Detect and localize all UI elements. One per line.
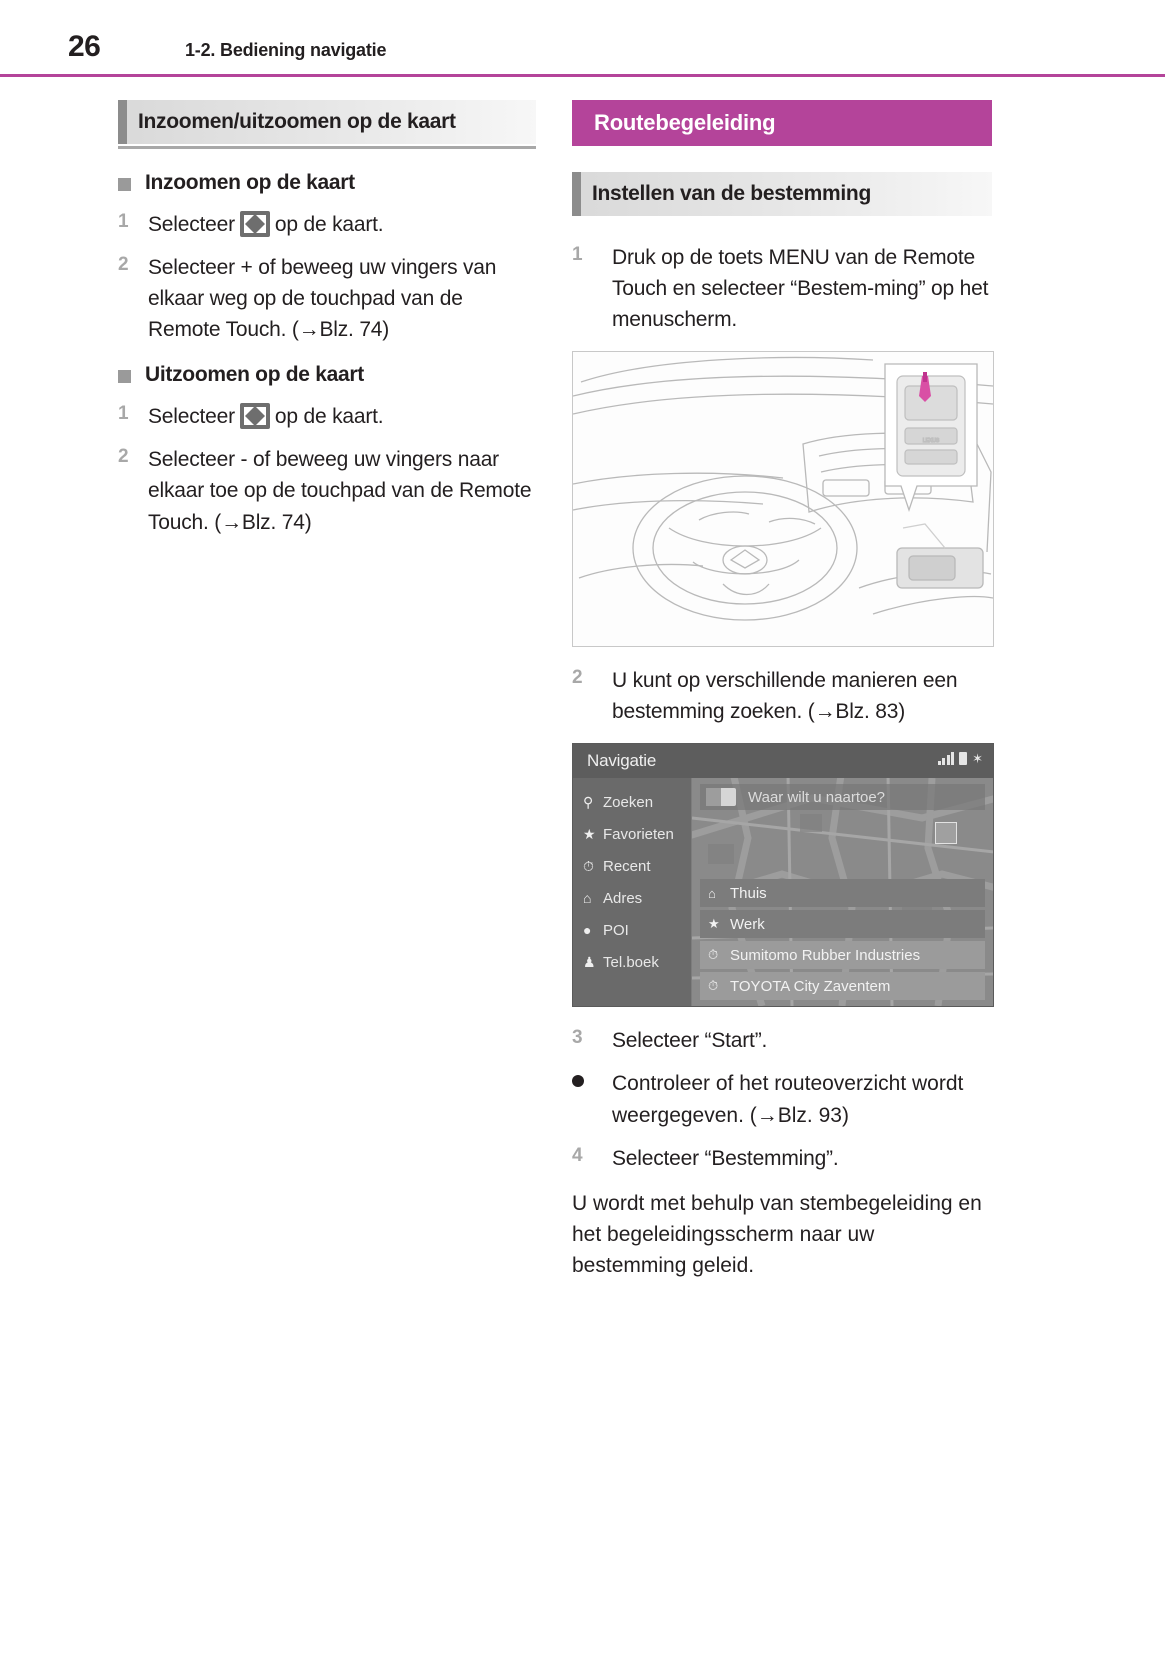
section-title-routebegeleiding: Routebegeleiding bbox=[594, 110, 776, 135]
bluetooth-icon: ✶ bbox=[972, 751, 983, 767]
destination-label: TOYOTA City Zaventem bbox=[730, 977, 891, 995]
nav-menu-label: Tel.boek bbox=[603, 953, 659, 971]
nav-screen-map[interactable] bbox=[692, 778, 993, 1006]
closing-paragraph: U wordt met behulp van stembegeleiding en het begeleidingsscherm naar uw bestemming geleid. bbox=[572, 1191, 982, 1277]
step-text-before: Selecteer bbox=[148, 213, 235, 236]
destination-list bbox=[700, 876, 985, 1000]
nav-screen-title: Navigatie bbox=[587, 751, 657, 771]
home-icon: ⌂ bbox=[708, 885, 716, 901]
step-item bbox=[572, 665, 992, 727]
step-number: 2 bbox=[118, 254, 129, 276]
step-number: 3 bbox=[572, 1027, 583, 1049]
star-icon: ★ bbox=[583, 825, 596, 842]
nav-search-bar[interactable] bbox=[700, 784, 985, 810]
star-icon: ★ bbox=[708, 916, 720, 932]
nav-screen-topbar bbox=[573, 744, 993, 778]
nav-menu-label: Recent bbox=[603, 857, 651, 875]
section-underline bbox=[118, 146, 536, 149]
subheading-label: Inzoomen op de kaart bbox=[145, 171, 355, 194]
step-text: U kunt op verschillende manieren een bestemming zoeken. (→Blz. 83) bbox=[612, 669, 958, 724]
bullet-item bbox=[572, 1068, 992, 1130]
clock-icon: ⏱ bbox=[708, 978, 719, 994]
nav-screen-menu bbox=[573, 778, 692, 1006]
square-bullet-icon bbox=[118, 370, 131, 383]
destination-row-werk[interactable] bbox=[700, 910, 985, 938]
step-number: 1 bbox=[118, 403, 129, 425]
step-text: Druk op de toets MENU van de Remote Touch en selecteer “Bestem-ming” op het menuscherm. bbox=[612, 246, 989, 332]
pin-icon: ● bbox=[583, 922, 592, 939]
step-text: Selecteer - of beweeg uw vingers naar elkaar toe op de touchpad van de Remote Touch. (→Blz. 74) bbox=[148, 448, 532, 534]
step-number: 1 bbox=[118, 211, 129, 232]
step-number: 2 bbox=[572, 667, 583, 689]
destination-label: Werk bbox=[730, 915, 765, 933]
bullet-text: Controleer of het routeoverzicht wordt weergegeven. (→Blz. 93) bbox=[612, 1072, 964, 1127]
nav-menu-item-telboek[interactable] bbox=[573, 946, 691, 978]
battery-icon bbox=[959, 752, 967, 765]
address-icon: ⌂ bbox=[583, 890, 592, 907]
step-item bbox=[572, 1143, 992, 1174]
page-header bbox=[0, 24, 1165, 76]
nav-search-placeholder: Waar wilt u naartoe? bbox=[748, 788, 886, 806]
step-text-before: Selecteer bbox=[148, 405, 235, 429]
step-text: Selecteer + of beweeg uw vingers van elkaar weg op de touchpad van de Remote Touch. (→Blz. 74) bbox=[148, 256, 497, 342]
round-bullet-icon bbox=[572, 1068, 612, 1130]
clock-icon: ⏱ bbox=[583, 857, 594, 874]
section-header-bestemming bbox=[572, 172, 992, 216]
nav-menu-label: Adres bbox=[603, 889, 643, 907]
step-text: Selecteer “Start”. bbox=[612, 1029, 768, 1053]
step-text bbox=[148, 209, 383, 240]
step-text-after: op de kaart. bbox=[274, 405, 384, 429]
nav-menu-item-recent[interactable] bbox=[573, 850, 691, 882]
step-item bbox=[572, 1025, 992, 1056]
nav-menu-label: Zoeken bbox=[603, 793, 654, 811]
right-column bbox=[572, 100, 992, 1281]
navigation-screen-screenshot bbox=[572, 743, 994, 1007]
subheading-inzoomen bbox=[118, 171, 536, 195]
step-item bbox=[118, 209, 536, 240]
step-text: Selecteer “Bestemming”. bbox=[612, 1146, 839, 1170]
poi-marker-icon bbox=[935, 822, 957, 844]
destination-row-toyota-city[interactable] bbox=[700, 972, 985, 1000]
destination-label: Thuis bbox=[730, 884, 767, 902]
step-text bbox=[148, 401, 383, 432]
nav-screen-status-icons bbox=[938, 752, 983, 765]
keyboard-icon bbox=[706, 788, 736, 806]
search-icon: ⚲ bbox=[583, 793, 594, 810]
nav-menu-item-poi[interactable] bbox=[573, 914, 691, 946]
step-item bbox=[118, 401, 536, 432]
page-number: 26 bbox=[68, 30, 101, 63]
step-item bbox=[118, 252, 536, 345]
step-text-after: op de kaart. bbox=[274, 213, 384, 236]
nav-menu-label: Favorieten bbox=[603, 825, 674, 843]
destination-label: Sumitomo Rubber Industries bbox=[730, 946, 921, 964]
car-interior-illustration bbox=[572, 351, 994, 647]
page-title: 1-2. Bediening navigatie bbox=[185, 40, 387, 60]
header-divider bbox=[0, 74, 1165, 77]
step-number: 2 bbox=[118, 446, 129, 468]
signal-icon bbox=[938, 752, 955, 765]
section-title-zoom: Inzoomen/uitzoomen op de kaart bbox=[138, 110, 456, 133]
left-column bbox=[118, 100, 536, 550]
step-item bbox=[572, 242, 992, 335]
destination-row-thuis[interactable] bbox=[700, 879, 985, 907]
step-item bbox=[118, 444, 536, 537]
map-zoom-icon[interactable] bbox=[240, 403, 270, 429]
subheading-label: Uitzoomen op de kaart bbox=[145, 363, 364, 387]
nav-menu-label: POI bbox=[603, 921, 629, 939]
square-bullet-icon bbox=[118, 178, 131, 191]
section-header-zoom bbox=[118, 100, 536, 144]
destination-row-sumitomo[interactable] bbox=[700, 941, 985, 969]
contacts-icon: ♟ bbox=[583, 953, 596, 970]
nav-menu-item-adres[interactable] bbox=[573, 882, 691, 914]
step-number: 4 bbox=[572, 1144, 583, 1166]
nav-menu-item-zoeken[interactable] bbox=[573, 786, 691, 818]
car-interior-drawing bbox=[573, 352, 993, 646]
section-header-routebegeleiding bbox=[572, 100, 992, 146]
subheading-uitzoomen bbox=[118, 363, 536, 387]
section-title-bestemming: Instellen van de bestemming bbox=[592, 182, 871, 205]
clock-icon: ⏱ bbox=[708, 947, 719, 963]
map-zoom-icon[interactable] bbox=[240, 211, 270, 237]
svg-text:LEXUS: LEXUS bbox=[922, 438, 940, 445]
nav-menu-item-favorieten[interactable] bbox=[573, 818, 691, 850]
step-number: 1 bbox=[572, 244, 583, 265]
